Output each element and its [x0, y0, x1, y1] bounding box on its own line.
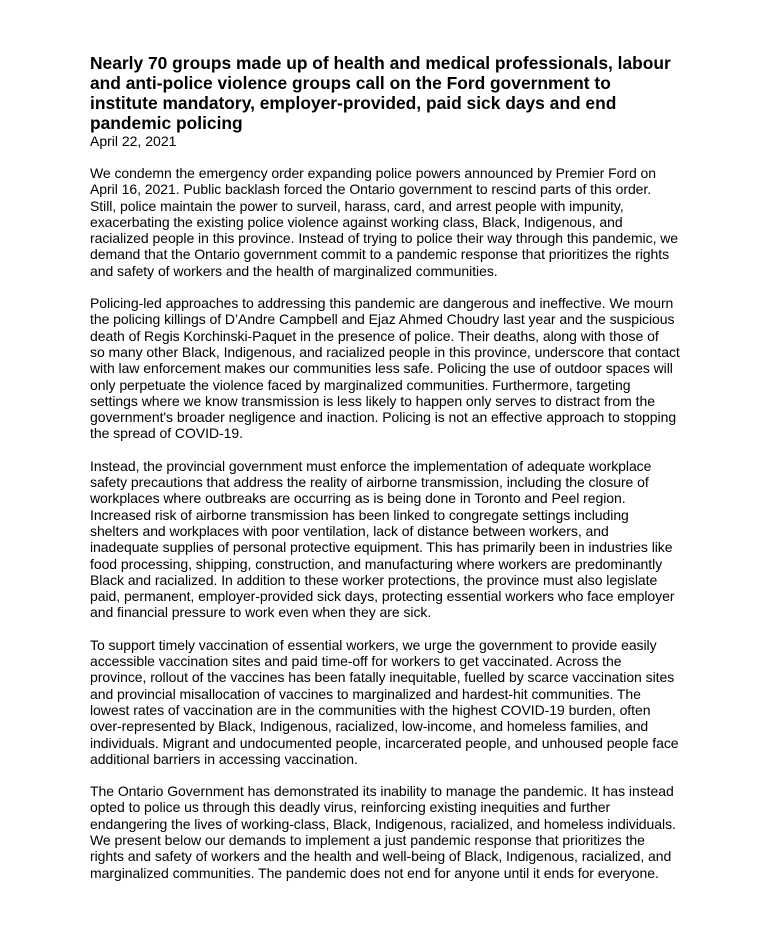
text-line: province, rollout of the vaccines has been fatally inequitable, fuelled by scarce vaccination sites — [90, 669, 675, 686]
text-line: the policing killings of D’Andre Campbell and Ejaz Ahmed Choudry last year and the suspicious — [90, 311, 675, 328]
paragraph-vaccination — [90, 637, 730, 767]
text-line: marginalized communities. The pandemic does not end for anyone until it ends for everyone. — [90, 864, 659, 881]
text-line: Still, police maintain the power to surveil, harass, card, and arrest people with impunity, — [90, 197, 624, 214]
document-page — [90, 53, 730, 897]
text-line: safety precautions that address the reality of airborne transmission, including the closure of — [90, 474, 649, 491]
text-line: paid, permanent, employer-provided sick days, protecting essential workers who face employer — [90, 588, 675, 605]
text-line: April 16, 2021. Public backlash forced the Ontario government to rescind parts of this order. — [90, 181, 652, 198]
text-line: additional barriers in accessing vaccination. — [90, 750, 358, 767]
text-line: Increased risk of airborne transmission has been linked to congregate settings including — [90, 506, 629, 523]
text-line: opted to police us through this deadly virus, reinforcing existing inequities and further — [90, 799, 611, 816]
paragraph-policing-approaches — [90, 295, 730, 442]
title-line: pandemic policing — [90, 113, 243, 133]
publication-date: April 22, 2021 — [90, 133, 177, 149]
text-line: endangering the lives of working-class, Black, Indigenous, racialized, and homeless individuals. — [90, 815, 676, 832]
text-line: food processing, shipping, construction, and manufacturing where workers are predominantly — [90, 555, 663, 572]
text-line: inadequate supplies of personal protective equipment. This has primarily been in industries like — [90, 539, 673, 556]
text-line: lowest rates of vaccination are in the communities with the highest COVID-19 burden, often — [90, 701, 651, 718]
text-line: the spread of COVID-19. — [90, 425, 243, 442]
text-line: rights and safety of workers and the health and well-being of Black, Indigenous, racialized, and — [90, 848, 672, 865]
text-line: over-represented by Black, Indigenous, racialized, low-income, and homeless families, and — [90, 718, 649, 735]
text-line: racialized people in this province. Instead of trying to police their way through this pandemic, we — [90, 230, 679, 247]
text-line: individuals. Migrant and undocumented people, incarcerated people, and unhoused people face — [90, 734, 679, 751]
text-line: We condemn the emergency order expanding police powers announced by Premier Ford on — [90, 165, 657, 181]
text-line: exacerbating the existing police violence against working class, Black, Indigenous, and — [90, 213, 623, 230]
text-line: The Ontario Government has demonstrated its inability to manage the pandemic. It has instead — [90, 783, 674, 800]
text-line: To support timely vaccination of essential workers, we urge the government to provide easily — [90, 636, 657, 653]
text-line: Policing-led approaches to addressing this pandemic are dangerous and ineffective. We mourn — [90, 295, 674, 312]
text-line: Instead, the provincial government must enforce the implementation of adequate workplace — [90, 457, 652, 474]
text-line: and financial pressure to work even when they are sick. — [90, 604, 432, 621]
text-line: workplaces where outbreaks are occurring as is being done in Toronto and Peel region. — [90, 490, 626, 507]
text-line: shelters and workplaces with poor ventilation, lack of distance between workers, and — [90, 522, 609, 539]
text-line: We present below our demands to implement a just pandemic response that prioritizes the — [90, 831, 645, 848]
text-line: and safety of workers and the health of marginalized communities. — [90, 262, 498, 279]
title-line: and anti-police violence groups call on the Ford government to — [90, 73, 611, 93]
text-line: government's broader negligence and inaction. Policing is not an effective approach to stopping — [90, 409, 677, 426]
document-title — [90, 53, 730, 133]
paragraph-condemn-order — [90, 165, 730, 279]
text-line: accessible vaccination sites and paid time-off for workers to get vaccinated. Across the — [90, 653, 622, 670]
text-line: demand that the Ontario government commit to a pandemic response that prioritizes the rights — [90, 246, 670, 263]
text-line: with law enforcement makes our communities less safe. Policing the use of outdoor spaces will — [90, 360, 673, 377]
paragraph-conclusion — [90, 783, 730, 881]
paragraph-workplace-safety — [90, 458, 730, 621]
text-line: settings where we know transmission is less likely to happen only serves to distract from the — [90, 392, 655, 409]
text-line: and provincial misallocation of vaccines to marginalized and hardest-hit communities. The — [90, 685, 641, 702]
title-line: Nearly 70 groups made up of health and medical professionals, labour — [90, 53, 671, 73]
text-line: so many other Black, Indigenous, and racialized people in this province, underscore that contact — [90, 343, 680, 360]
text-line: only perpetuate the violence faced by marginalized communities. Furthermore, targeting — [90, 376, 631, 393]
title-line: institute mandatory, employer-provided, paid sick days and end — [90, 93, 617, 113]
text-line: Black and racialized. In addition to these worker protections, the province must also legislate — [90, 571, 658, 588]
text-line: death of Regis Korchinski-Paquet in the presence of police. Their deaths, along with those of — [90, 327, 659, 344]
